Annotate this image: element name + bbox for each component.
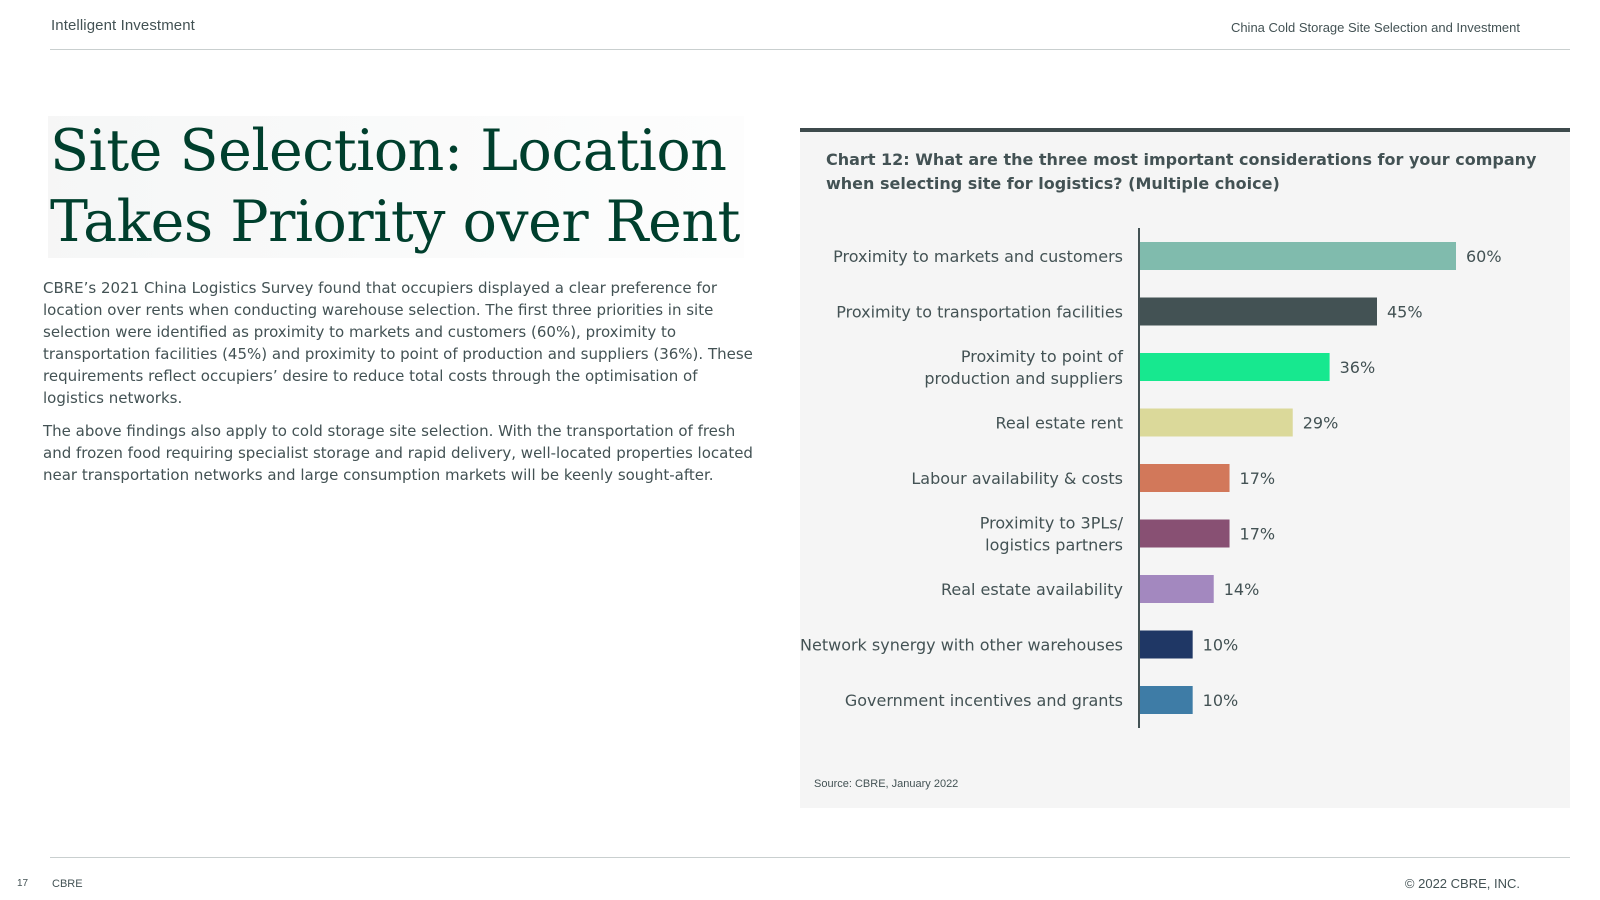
page-title-line-1: Site Selection: Location <box>50 118 727 184</box>
data-label-2: 45% <box>1387 302 1423 322</box>
bar-1 <box>1140 242 1456 270</box>
chart-panel <box>800 128 1570 808</box>
data-label-8: 10% <box>1202 635 1239 655</box>
page-number: 17 <box>17 878 29 889</box>
body-paragraph-1: CBRE’s 2021 China Logistics Survey found that occupiers displayed a clear preference for location over rents when conducting warehouse selection. The first three priorities in site selection were identified as proximity to markets and customers (60%), proximity to transportation facilities (45%) and proximity to point of production and suppliers (36%). These requirements reflect occupiers’ desire to reduce total costs through the optimisation of logistics networks. <box>43 279 753 407</box>
header-publication-label: Intelligent Investment <box>51 17 195 34</box>
bar-2 <box>1140 298 1377 326</box>
body-paragraph-2: The above findings also apply to cold storage site selection. With the transportation of fresh and frozen food requiring specialist storage and rapid delivery, well-located properties located near transportation networks and large consumption markets will be keenly sought-after. <box>43 422 753 484</box>
category-label-line: Government incentives and grants <box>844 691 1123 710</box>
chart-source: Source: CBRE, January 2022 <box>814 778 959 790</box>
category-label-4 <box>995 414 1123 433</box>
category-label-line: Network synergy with other warehouses <box>800 635 1123 655</box>
category-label-1 <box>833 247 1123 266</box>
category-label-line: Proximity to markets and customers <box>833 247 1123 266</box>
footer-copyright: © 2022 CBRE, INC. <box>1404 876 1520 891</box>
page-title-line-2: Takes Priority over Rent <box>50 189 740 255</box>
header-divider <box>50 49 1570 50</box>
data-label-3: 36% <box>1339 358 1376 377</box>
bar-chart <box>800 132 1570 772</box>
header-report-title: China Cold Storage Site Selection and Investment <box>1230 20 1520 35</box>
category-label-line: Real estate rent <box>995 413 1123 433</box>
data-label-4: 29% <box>1302 413 1339 433</box>
category-label-line: production and suppliers <box>924 369 1123 388</box>
data-label-9: 10% <box>1202 691 1239 710</box>
category-label-line: Proximity to transportation facilities <box>836 302 1123 322</box>
footer-brand: CBRE <box>52 878 83 890</box>
bar-4 <box>1140 409 1293 437</box>
bar-7 <box>1140 575 1214 603</box>
page-title <box>50 116 740 258</box>
bar-8 <box>1140 631 1193 659</box>
footer-divider <box>50 857 1570 858</box>
bar-6 <box>1140 520 1230 548</box>
category-label-line: Labour availability & costs <box>911 469 1123 488</box>
category-label-7 <box>941 580 1123 599</box>
data-label-1: 60% <box>1466 247 1502 266</box>
category-label-3 <box>924 347 1123 388</box>
data-label-7: 14% <box>1223 580 1260 599</box>
bar-5 <box>1140 464 1230 492</box>
category-label-6 <box>980 514 1124 555</box>
category-label-line: Real estate availability <box>940 580 1123 599</box>
data-label-6: 17% <box>1239 524 1276 544</box>
data-label-5: 17% <box>1239 469 1276 488</box>
bar-3 <box>1140 353 1330 381</box>
category-label-8 <box>800 636 1123 655</box>
chart-title: Chart 12: What are the three most important considerations for your company when selecting site for logistics? (Multiple choice) <box>826 150 1537 193</box>
category-label-9 <box>845 691 1123 710</box>
category-label-line: Proximity to point of <box>960 347 1123 366</box>
category-label-line: logistics partners <box>985 535 1123 555</box>
page-title-block <box>48 116 744 258</box>
category-label-5 <box>911 469 1123 488</box>
bar-9 <box>1140 686 1193 714</box>
category-label-line: Proximity to 3PLs/ <box>979 513 1123 533</box>
category-label-2 <box>836 303 1123 322</box>
